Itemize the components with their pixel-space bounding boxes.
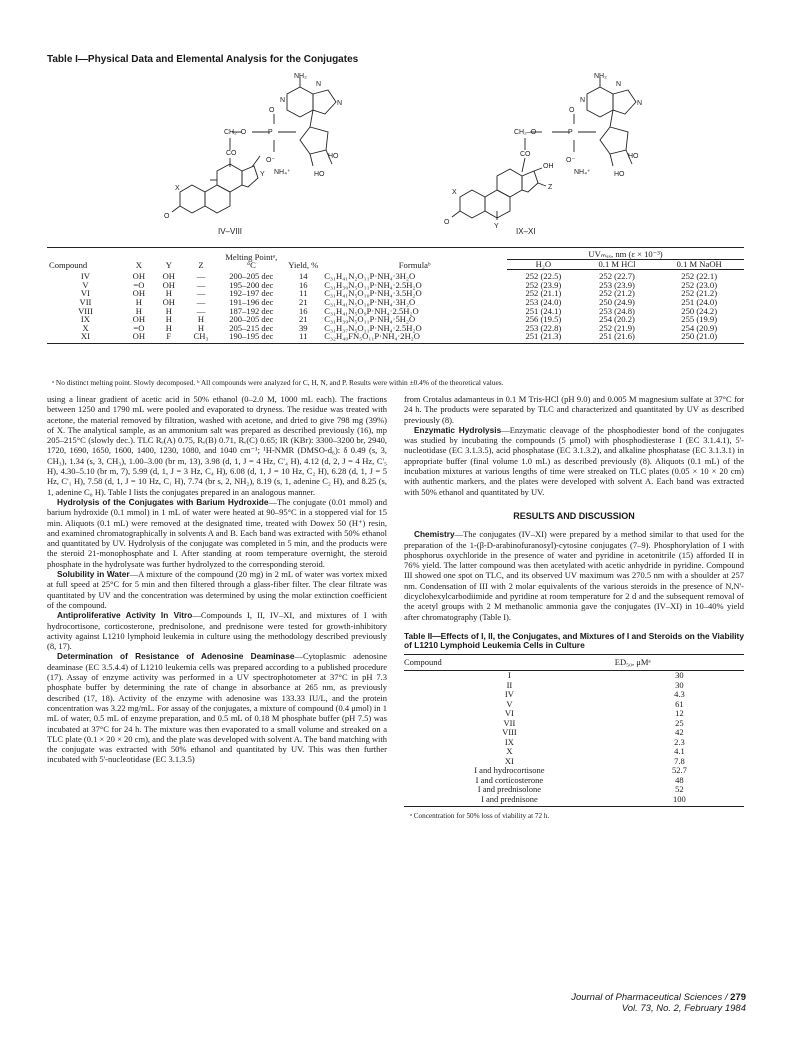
t1-cell-x: OH	[132, 314, 146, 325]
t1-cell-yield: 11	[284, 332, 322, 343]
table2-row	[404, 709, 744, 719]
svg-text:N: N	[637, 100, 643, 107]
t1-cell-hcl: 253 (23.9)	[599, 279, 635, 290]
t1-cell-y: H	[165, 322, 172, 333]
t2-cell-compound: II	[506, 679, 513, 690]
table2	[404, 654, 744, 808]
t2-cell-ed50: 30	[675, 679, 684, 690]
t1-cell-y: H	[165, 305, 172, 316]
t1-cell-mp: 190–195 dec	[218, 332, 284, 343]
table2-row	[404, 690, 744, 700]
t2-cell-compound: I and corticosterone	[475, 774, 544, 785]
t2-cell-compound: IX	[504, 736, 514, 747]
t1-cell-mp: 205–215 dec	[229, 322, 274, 333]
svg-text:HO: HO	[614, 171, 625, 178]
t1-cell-hcl: 253 (24.8)	[599, 305, 635, 316]
t1-cell-yield: 21	[298, 314, 308, 325]
t1-cell-formula: C₃₁H₄₁N₅O₉P·NH₄·2.5H₂O	[324, 305, 419, 316]
table1	[47, 247, 744, 344]
solubility-text: —A mixture of the compound (20 mg) in 2 mL of water was vortex mixed at full speed at 25°C for 5 min and then filtered through a glass-fiber filter. The clear filtrate was quantitated by UV and the concentration was determined by using the molar extinction coefficient of the compound.	[47, 569, 387, 610]
structure-ix-xi	[430, 72, 650, 237]
t1-cell-x: OH	[132, 288, 146, 299]
table2-row	[404, 700, 744, 710]
t1-cell-x: OH	[132, 270, 146, 281]
t2-cell-compound: X	[506, 746, 513, 757]
left-column	[47, 394, 387, 765]
t1-cell-mp: 200–205 dec	[229, 270, 274, 281]
svg-text:P: P	[568, 129, 573, 136]
t1-cell-formula: C₃₁H₄₁N₅O₁₀P·NH₄·3H₂O	[324, 296, 416, 307]
t1-header-uv-hcl: 0.1 M HCl	[580, 259, 655, 270]
t1-cell-mp: 200–205 dec	[229, 314, 274, 325]
structure-iv-viii	[150, 72, 350, 237]
t2-header-compound: Compound	[404, 654, 615, 671]
t1-header-uv: UVₘₐₓ, nm (ε × 10⁻³)	[507, 248, 744, 260]
t2-cell-compound: VII	[503, 717, 516, 728]
t1-cell-z: H	[197, 314, 205, 325]
t2-cell-compound: I and prednisone	[404, 795, 615, 807]
t1-header-x: X	[124, 248, 154, 270]
table2-title: Table II—Effects of I, II, the Conjugates, and Mixtures of I and Steroids on the Viability of L1210 Lymphoid Leukemia Cells in Culture	[404, 630, 744, 651]
heading-enzymatic: Enzymatic Hydrolysis	[414, 424, 502, 435]
t1-cell-naoh: 251 (24.0)	[681, 296, 718, 307]
t2-cell-ed50: 48	[675, 774, 684, 785]
t1-cell-yield: 39	[298, 322, 308, 333]
heading-chemistry: Chemistry	[414, 529, 455, 540]
t1-cell-z: H	[197, 322, 205, 333]
t1-cell-x: OH	[124, 332, 154, 343]
t2-cell-ed50: 4.1	[674, 746, 685, 757]
chemistry-text: —The conjugates (IV–XI) were prepared by a method similar to that used for the preparation of the 1-(β-D-arabinofuranosyl)-cytosine conjugates (7–9). Phosphorylation of I with phosphorus oxychloride in the presence of water and pyridine in acetonitrile (15) afforded II in 76% yield. The latter compound was then acetylated with acetic anhydride in pyridine. Compound III showed one spot on TLC, and its observed UV maximum was 270.5 nm with a shoulder at 257 nm. Condensation of III with 2 molar equivalents of the various steroids in the presence of N,N'-dicyclohexylcarbodiimide and pyridine at room temperature for 2 d and the subsequent removal of the acetyl groups with 2 M methanolic ammonia gave the conjugates (IV–XI) in 10–40% yield after chromatography (Table I).	[404, 529, 744, 622]
t1-cell-hcl: 254 (20.2)	[599, 314, 635, 325]
t1-cell-yield: 21	[298, 296, 308, 307]
svg-text:N: N	[280, 97, 286, 104]
heading-antiproliferative: Antiproliferative Activity In Vitro	[57, 610, 193, 621]
svg-text:HO: HO	[314, 171, 325, 178]
t1-cell-yield: 16	[298, 305, 308, 316]
t2-cell-ed50: 30	[675, 670, 684, 681]
svg-text:X: X	[452, 189, 457, 196]
t2-cell-compound: I and prednisolone	[477, 784, 542, 795]
t1-cell-naoh: 250 (21.0)	[654, 332, 744, 343]
heading-deaminase: Determination of Resistance of Adenosine Deaminase	[57, 651, 295, 662]
svg-text:OH: OH	[543, 163, 554, 170]
t2-cell-ed50: 7.8	[674, 755, 685, 766]
journal-footer	[571, 992, 746, 1014]
left-paragraph-1: using a linear gradient of acetic acid in 50% ethanol (0–2.0 M, 1000 mL each). The fractions between 1250 and 1790 mL were pooled and evaporated to dryness. The residue was treated with acetone, the material removed by filtration, washed with acetone, and dried to give 798 mg (39%) of X. The analytical sample, as an ammonium salt was prepared as described previously (16), mp 205–215°C (slowly dec.). TLC Rₑ(A) 0.75, Rₑ(B) 0.71, Rₑ(C) 0.65; IR (KBr): 3300–3200 br, 2940, 1720, 1690, 1650, 1600, 1400, 1230, 1080, and 1040 cm⁻¹; ¹H-NMR (DMSO-d₆): δ 0.49 (s, 3, CH₃), 1.34 (s, 3, CH₃), 1.00–3.00 (br m, 13), 3.98 (d, 1, J = 4 Hz, C'₄ H), 4.12 (d, 2, J = 4 Hz, C'₅ H), 4.30–5.10 (br m, 7), 5.99 (d, 1, J = 3 Hz, C₄ H), 6.08 (d, 1, J = 10 Hz, C₂ H), 6.28 (d, 1, J = 5 Hz, C'₁ H), 7.58 (d, 1, J = 10 Hz, C₁ H), 7.74 (br s, 2, NH₂), 8.19 (s, 1, adenine C₂ H), and 8.25 (s, 1, adenine C₈ H). Table I lists the conjugates prepared in an analogous manner.	[47, 394, 387, 497]
journal-name: Journal of Pharmaceutical Sciences /	[571, 992, 731, 1003]
t2-cell-ed50: 61	[675, 698, 684, 709]
table2-row	[404, 728, 744, 738]
t1-cell-naoh: 255 (19.9)	[681, 314, 718, 325]
t1-cell-mp: 195–200 dec	[229, 279, 274, 290]
t1-cell-mp: 187–192 dec	[229, 305, 274, 316]
t1-cell-z: —	[196, 296, 206, 307]
table2-row	[404, 681, 744, 691]
t1-cell-yield: 16	[298, 279, 308, 290]
t1-cell-y: OH	[162, 279, 176, 290]
journal-issue: Vol. 73, No. 2, February 1984	[621, 1003, 746, 1014]
table2-row	[404, 757, 744, 767]
table2-row	[404, 719, 744, 729]
svg-text:HO: HO	[328, 153, 339, 160]
t2-cell-ed50: 2.3	[674, 736, 685, 747]
t2-cell-compound: XI	[504, 755, 514, 766]
svg-text:N: N	[316, 81, 322, 88]
svg-text:HO: HO	[628, 153, 639, 160]
svg-text:P: P	[268, 129, 273, 136]
t1-cell-c: VII	[79, 296, 92, 307]
svg-text:CO: CO	[226, 150, 237, 157]
svg-text:O⁻: O⁻	[266, 157, 276, 164]
svg-text:X: X	[175, 185, 180, 192]
t1-cell-naoh: 252 (23.0)	[681, 279, 718, 290]
svg-text:O: O	[444, 219, 450, 226]
t2-cell-compound: VI	[504, 708, 514, 719]
svg-text:CO: CO	[520, 151, 531, 158]
hydrolysis-text: —The conjugate (0.01 mmol) and barium hydroxide (0.1 mmol) in 1 mL of water were heated at 90–95°C in a stoppered vial for 15 min. Aliquots (0.1 mL) were removed at the designated time, treated with Dowex 50 (H⁺) resin, and examined chromatographically in solvents A and B. Each band was extracted with 50% ethanol and quantitated by UV. Hydrolysis of the conjugate was completed in 5 min, and the products were the steroid 21-monophosphate and I. After standing at room temperature overnight, the steroid phosphate in the hydrolysate was further hydrolyzed to the corresponding steroid.	[47, 496, 387, 569]
t1-cell-z: —	[196, 305, 206, 316]
t1-cell-mp: 191–196 dec	[229, 296, 274, 307]
t1-cell-c: VI	[80, 288, 90, 299]
deaminase-text: —Cytoplasmic adenosine deaminase (EC 3.5.4.4) of L1210 leukemia cells was prepared according to a published procedure (17). Assay of enzyme activity was performed in a UV spectrophotometer at 37°C in pH 7.3 phosphate buffer by determining the rate of change in absorbance at 265 nm, as previously described (17, 18). Activity of the enzyme with adenosine was 133.33 IU/L, and the protein concentration was 3.22 mg/mL. For assay of the conjugates, a mixture of compound (0.4 μmol) in 1 mL of water, 0.5 mL of enzyme preparation, and 0.5 mL of 0.18 M phosphate buffer (pH 7.5) was incubated at 37°C for 24 h. The mixture was then evaporated to a small volume and streaked on a TLC plate (0.1 × 20 × 20 cm), and the plate was developed with solvent A. The band matching with the conjugate was extracted with 50% ethanol and quantitated by UV. This was then further incubated with 5'-nucleotidase (EC 3.1.3.5)	[47, 651, 388, 765]
journal-line-1	[571, 992, 746, 1003]
t1-cell-c: IX	[80, 314, 90, 325]
svg-text:O: O	[269, 107, 275, 114]
t1-cell-h2o: 251 (24.1)	[525, 305, 562, 316]
t1-cell-yield: 11	[299, 288, 308, 299]
left-paragraph-3	[47, 569, 387, 610]
t1-cell-c: VIII	[78, 305, 93, 316]
t1-header-uv-naoh: 0.1 M NaOH	[654, 259, 744, 270]
t1-cell-naoh: 252 (22.1)	[681, 271, 718, 282]
t1-cell-formula: C₃₁H₄₁N₅O₁₀P·NH₄·3.5H₂O	[324, 288, 422, 299]
svg-text:N: N	[580, 97, 586, 104]
t1-cell-y: OH	[162, 270, 176, 281]
t1-cell-yield: 14	[298, 270, 308, 281]
t1-cell-c: V	[82, 279, 89, 290]
t1-header-z: Z	[184, 248, 219, 270]
t1-cell-formula: C₃₁H₄₁N₂O₁₁P·NH₄·3H₂O	[324, 270, 416, 281]
t2-cell-ed50: 12	[675, 708, 684, 719]
t2-cell-compound: V	[506, 698, 513, 709]
right-paragraph-2	[404, 425, 744, 497]
svg-text:Y: Y	[260, 171, 265, 178]
t1-header-yield: Yield, %	[284, 248, 322, 270]
svg-text:O⁻: O⁻	[566, 157, 576, 164]
t1-cell-hcl: 251 (21.6)	[580, 332, 655, 343]
t1-header-uv-h2o: H₂O	[507, 259, 580, 270]
t2-cell-ed50: 42	[675, 727, 684, 738]
table1-footnote: ᵃ No distinct melting point. Slowly decomposed. ᵇ All compounds were analyzed for C, H, N, and P. Results were within ±0.4% of the theoretical values.	[52, 378, 504, 387]
t2-cell-compound: IV	[504, 689, 514, 700]
t2-cell-ed50: 4.3	[674, 689, 685, 700]
page-number: 279	[730, 992, 746, 1003]
t1-cell-x: =O	[133, 322, 145, 333]
t2-cell-compound: VIII	[502, 727, 517, 738]
structure-right-label: IX–XI	[516, 227, 536, 236]
t2-cell-compound: I	[507, 670, 511, 681]
heading-solubility: Solubility in Water	[57, 569, 130, 580]
t1-cell-z: —	[196, 270, 206, 281]
t1-cell-h2o: 256 (19.5)	[525, 314, 562, 325]
svg-text:Y: Y	[494, 223, 499, 230]
svg-text:CH₂–O: CH₂–O	[514, 129, 537, 136]
t1-cell-z: —	[196, 288, 206, 299]
right-column	[404, 394, 744, 822]
table2-row	[404, 766, 744, 776]
left-paragraph-4	[47, 610, 387, 651]
t1-cell-h2o: 252 (21.1)	[525, 288, 562, 299]
svg-text:Z: Z	[548, 184, 553, 191]
svg-text:NH₂: NH₂	[594, 73, 607, 80]
table2-row	[404, 738, 744, 748]
t1-cell-z: —	[196, 279, 206, 290]
t1-cell-h2o: 252 (23.9)	[525, 279, 562, 290]
svg-text:NH₂: NH₂	[294, 73, 307, 80]
t1-header-mp: Melting Pointᵃ, °C	[218, 248, 284, 270]
t1-cell-y: OH	[162, 296, 176, 307]
t1-cell-formula: C₃₂H₄₀FN₅O₁₁P·NH₄·2H₂O	[322, 332, 507, 343]
t1-header-y: Y	[154, 248, 184, 270]
t1-header-formula: Formulaᵇ	[322, 248, 507, 270]
t1-cell-z: CH₃	[184, 332, 219, 343]
svg-text:O: O	[164, 213, 170, 220]
t1-cell-y: H	[165, 314, 172, 325]
t1-cell-h2o: 251 (21.3)	[507, 332, 580, 343]
t1-header-compound: Compound	[47, 248, 124, 270]
t1-cell-h2o: 253 (24.0)	[525, 296, 562, 307]
t1-cell-naoh: 252 (21.2)	[681, 288, 718, 299]
t1-cell-x: H	[135, 305, 142, 316]
enzymatic-text: —Enzymatic cleavage of the phosphodiester bond of the conjugates was studied by incubating the compounds (5 μmol) with phosphodiesterase I (EC 3.1.4.1), 5'-nucleotidase (EC 3.1.3.5), acid phosphatase (EC 3.1.3.2), and alkaline phosphatase (EC 3.1.3.1) in appropriate buffer (final volume 1.0 mL) as described previously (8). Aliquots (0.1 mL) of the incubation mixtures at various lengths of time were streaked on TLC plates (0.05 × 10 × 20 cm) with authentic markers, and the plates were developed with solvent A. Each band was extracted with 50% ethanol and quantitated by UV.	[404, 424, 744, 497]
t1-cell-naoh: 254 (20.9)	[681, 322, 718, 333]
t1-cell-hcl: 252 (22.7)	[599, 271, 635, 282]
t1-cell-formula: C₃₁H₃₇N₅O₁₁P·NH₄·2.5H₂O	[324, 322, 422, 333]
t1-cell-y: F	[154, 332, 184, 343]
table1-title: Table I—Physical Data and Elemental Analysis for the Conjugates	[47, 54, 359, 65]
right-paragraph-3	[404, 529, 744, 622]
svg-text:NH₄⁺: NH₄⁺	[574, 169, 591, 176]
t1-cell-h2o: 253 (22.8)	[525, 322, 562, 333]
svg-text:N: N	[337, 100, 343, 107]
structure-left-label: IV–VIII	[218, 227, 243, 236]
t1-cell-c: X	[82, 322, 89, 333]
table1-row	[47, 332, 744, 343]
t2-cell-ed50: 52.7	[671, 765, 687, 776]
svg-text:CH₂–O: CH₂–O	[224, 129, 247, 136]
t1-cell-c: XI	[47, 332, 124, 343]
t2-cell-ed50: 25	[675, 717, 684, 728]
t2-header-ed50: ED₅₀, μMᵃ	[615, 654, 744, 671]
table2-row	[404, 747, 744, 757]
svg-text:N: N	[616, 81, 622, 88]
t2-cell-ed50: 52	[675, 784, 684, 795]
t1-cell-hcl: 250 (24.9)	[599, 296, 635, 307]
svg-text:NH₄⁺: NH₄⁺	[274, 169, 291, 176]
t2-cell-ed50: 100	[615, 795, 744, 807]
left-paragraph-5	[47, 651, 387, 764]
t1-cell-hcl: 252 (21.2)	[599, 288, 635, 299]
section-heading-results: RESULTS AND DISCUSSION	[513, 510, 635, 521]
t1-cell-hcl: 252 (21.9)	[599, 322, 635, 333]
t2-cell-compound: I and hydrocortisone	[474, 765, 545, 776]
table2-row	[404, 785, 744, 795]
t1-cell-x: =O	[133, 279, 145, 290]
heading-hydrolysis: Hydrolysis of the Conjugates with Barium Hydroxide	[57, 496, 269, 507]
t1-cell-formula: C₃₁H₃₉N₅O₁₁P·NH₄·5H₂O	[324, 314, 416, 325]
table2-row	[404, 776, 744, 786]
t1-cell-formula: C₃₁H₃₉N₅O₁₁P·NH₄·2.5H₂O	[324, 279, 422, 290]
table2-footnote: ᵃ Concentration for 50% loss of viability at 72 h.	[410, 812, 550, 821]
t1-cell-h2o: 252 (22.5)	[525, 271, 562, 282]
t1-cell-x: H	[135, 296, 142, 307]
t1-cell-y: H	[165, 288, 172, 299]
t1-cell-naoh: 250 (24.2)	[681, 305, 718, 316]
svg-text:O: O	[569, 107, 575, 114]
t1-cell-c: IV	[80, 270, 90, 281]
table2-row	[404, 795, 744, 807]
table2-row	[404, 671, 744, 681]
left-paragraph-2	[47, 497, 387, 569]
t1-cell-mp: 192–197 dec	[229, 288, 274, 299]
right-paragraph-1: from Crotalus adamanteus in 0.1 M Tris-HCl (pH 9.0) and 0.005 M magnesium sulfate at 37°C for 24 h. The products were separated by TLC and characterized and quantitated by UV as described previously (8).	[404, 394, 744, 425]
antiproliferative-text: —Compounds I, II, IV–XI, and mixtures of I with hydrocortisone, corticosterone, prednisolone, and prednisone were tested for growth-inhibitory activity against L1210 lymphoid leukemia in culture using the methodology described previously (8, 17).	[47, 610, 388, 652]
